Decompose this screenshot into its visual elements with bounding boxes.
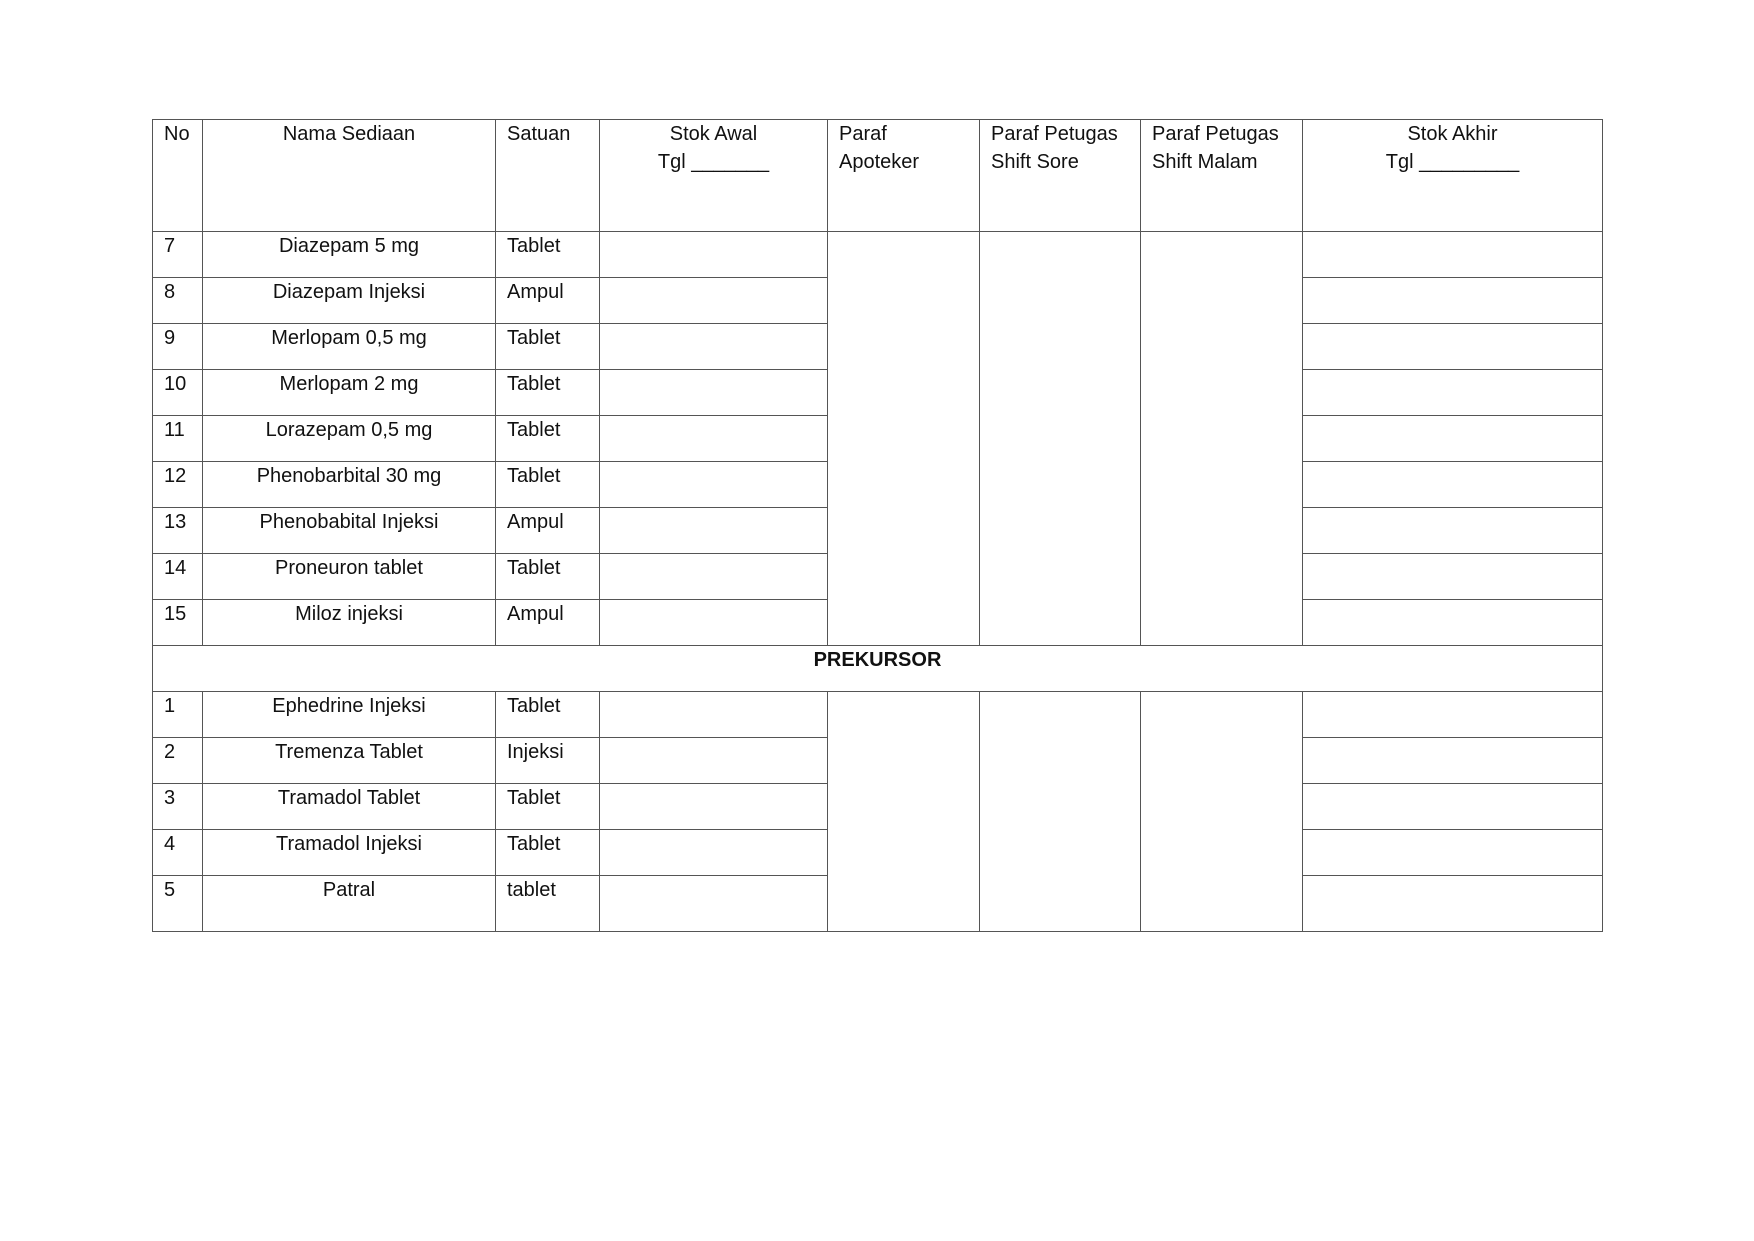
cell-nama-sediaan: Miloz injeksi — [203, 600, 496, 646]
cell-nama-sediaan: Proneuron tablet — [203, 554, 496, 600]
cell-paraf-shift-sore — [980, 232, 1141, 646]
cell-no: 12 — [153, 462, 203, 508]
cell-stok-awal — [600, 600, 828, 646]
cell-stok-awal — [600, 416, 828, 462]
cell-nama-sediaan: Merlopam 2 mg — [203, 370, 496, 416]
cell-satuan: Tablet — [496, 784, 600, 830]
cell-stok-akhir — [1303, 830, 1603, 876]
cell-stok-akhir — [1303, 554, 1603, 600]
header-paraf-shift-malam — [1141, 120, 1303, 232]
cell-no: 4 — [153, 830, 203, 876]
section-row — [153, 646, 1603, 692]
cell-paraf-apoteker — [828, 232, 980, 646]
cell-nama-sediaan: Tremenza Tablet — [203, 738, 496, 784]
section-title: PREKURSOR — [153, 646, 1603, 692]
cell-no: 11 — [153, 416, 203, 462]
header-paraf-apoteker — [828, 120, 980, 232]
cell-stok-awal — [600, 830, 828, 876]
cell-no: 15 — [153, 600, 203, 646]
table-row — [153, 692, 1603, 738]
header-paraf-apoteker-line1: Paraf — [839, 123, 887, 145]
cell-satuan: Tablet — [496, 416, 600, 462]
cell-stok-akhir — [1303, 462, 1603, 508]
stock-table — [152, 119, 1603, 932]
header-no: No — [153, 120, 203, 232]
cell-paraf-shift-malam — [1141, 692, 1303, 932]
cell-stok-awal — [600, 554, 828, 600]
cell-no: 13 — [153, 508, 203, 554]
cell-satuan: Ampul — [496, 278, 600, 324]
cell-nama-sediaan: Tramadol Tablet — [203, 784, 496, 830]
cell-satuan: Tablet — [496, 830, 600, 876]
cell-stok-awal — [600, 232, 828, 278]
cell-stok-awal — [600, 784, 828, 830]
cell-stok-akhir — [1303, 784, 1603, 830]
cell-satuan: Tablet — [496, 692, 600, 738]
header-paraf-apoteker-line2: Apoteker — [839, 151, 920, 173]
header-stok-awal-date: Tgl _______ — [657, 151, 770, 173]
header-paraf-shift-sore — [980, 120, 1141, 232]
cell-stok-akhir — [1303, 278, 1603, 324]
header-stok-awal-title: Stok Awal — [669, 123, 758, 145]
cell-stok-akhir — [1303, 416, 1603, 462]
cell-stok-akhir — [1303, 232, 1603, 278]
cell-stok-akhir — [1303, 692, 1603, 738]
cell-paraf-shift-malam — [1141, 232, 1303, 646]
cell-no: 14 — [153, 554, 203, 600]
cell-stok-awal — [600, 370, 828, 416]
header-stok-awal — [600, 120, 828, 232]
cell-no: 10 — [153, 370, 203, 416]
cell-stok-awal — [600, 508, 828, 554]
cell-satuan: Tablet — [496, 232, 600, 278]
cell-no: 5 — [153, 876, 203, 932]
cell-no: 9 — [153, 324, 203, 370]
cell-nama-sediaan: Merlopam 0,5 mg — [203, 324, 496, 370]
cell-nama-sediaan: Phenobarbital 30 mg — [203, 462, 496, 508]
header-satuan: Satuan — [496, 120, 600, 232]
cell-no: 7 — [153, 232, 203, 278]
cell-stok-awal — [600, 738, 828, 784]
cell-stok-awal — [600, 324, 828, 370]
cell-paraf-shift-sore — [980, 692, 1141, 932]
cell-satuan: Tablet — [496, 324, 600, 370]
cell-satuan: Ampul — [496, 508, 600, 554]
table-header-row — [153, 120, 1603, 232]
cell-nama-sediaan: Diazepam Injeksi — [203, 278, 496, 324]
cell-nama-sediaan: Tramadol Injeksi — [203, 830, 496, 876]
header-paraf-malam-line2: Shift Malam — [1152, 151, 1258, 173]
header-stok-akhir-title: Stok Akhir — [1407, 123, 1498, 145]
cell-satuan: Tablet — [496, 554, 600, 600]
cell-satuan: Tablet — [496, 462, 600, 508]
cell-nama-sediaan: Lorazepam 0,5 mg — [203, 416, 496, 462]
cell-nama-sediaan: Phenobabital Injeksi — [203, 508, 496, 554]
cell-no: 3 — [153, 784, 203, 830]
cell-satuan: tablet — [496, 876, 600, 932]
cell-stok-akhir — [1303, 738, 1603, 784]
cell-stok-akhir — [1303, 508, 1603, 554]
cell-no: 2 — [153, 738, 203, 784]
cell-stok-akhir — [1303, 324, 1603, 370]
cell-no: 8 — [153, 278, 203, 324]
cell-stok-awal — [600, 462, 828, 508]
cell-stok-awal — [600, 692, 828, 738]
cell-no: 1 — [153, 692, 203, 738]
cell-satuan: Ampul — [496, 600, 600, 646]
table-row — [153, 232, 1603, 278]
header-stok-akhir-date: Tgl _________ — [1385, 151, 1520, 173]
header-paraf-malam-line1: Paraf Petugas — [1152, 123, 1279, 145]
cell-paraf-apoteker — [828, 692, 980, 932]
cell-stok-akhir — [1303, 600, 1603, 646]
cell-nama-sediaan: Patral — [203, 876, 496, 932]
cell-nama-sediaan: Ephedrine Injeksi — [203, 692, 496, 738]
cell-satuan: Injeksi — [496, 738, 600, 784]
header-paraf-sore-line2: Shift Sore — [991, 151, 1079, 173]
cell-stok-akhir — [1303, 370, 1603, 416]
header-nama-sediaan: Nama Sediaan — [203, 120, 496, 232]
header-stok-akhir — [1303, 120, 1603, 232]
cell-nama-sediaan: Diazepam 5 mg — [203, 232, 496, 278]
cell-stok-awal — [600, 278, 828, 324]
cell-stok-awal — [600, 876, 828, 932]
cell-satuan: Tablet — [496, 370, 600, 416]
cell-stok-akhir — [1303, 876, 1603, 932]
header-paraf-sore-line1: Paraf Petugas — [991, 123, 1118, 145]
